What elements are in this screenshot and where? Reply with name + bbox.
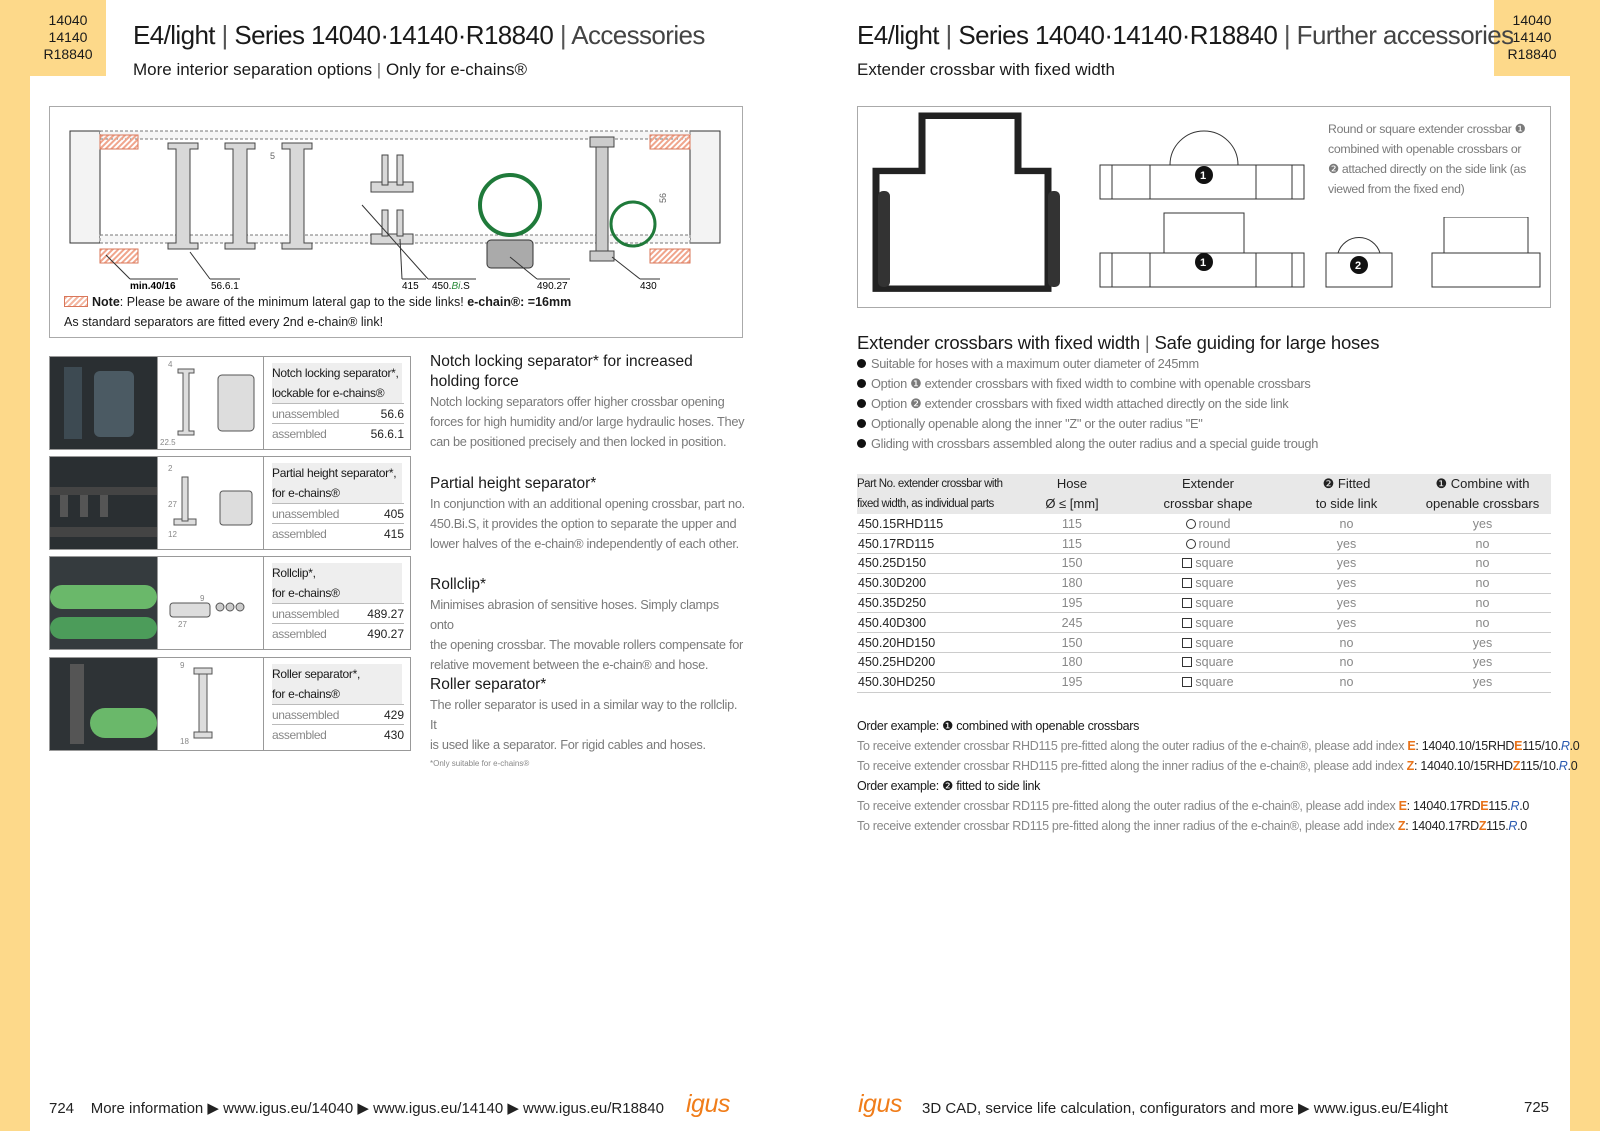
combine-cell: no <box>1414 573 1551 593</box>
product-card-roller-separator <box>49 657 411 751</box>
dim-label: 2 <box>168 464 173 473</box>
square-shape-icon <box>1182 558 1192 568</box>
description-line: is used like a separator. For rigid cables and hoses. <box>430 737 706 752</box>
description-rollclip <box>430 575 745 675</box>
part-number-cell: 450.25HD200 <box>857 653 1007 673</box>
tab-line: R18840 <box>1507 46 1557 62</box>
fitted-cell: no <box>1279 514 1414 534</box>
diagram-label: 450.Bi.S <box>432 281 470 292</box>
title-prefix: E4/light <box>857 20 939 50</box>
svg-text:1: 1 <box>1200 170 1207 182</box>
hose-diameter-cell: 180 <box>1007 573 1137 593</box>
section-title: Extender crossbars with fixed width | Safe guiding for large hoses <box>857 332 1380 353</box>
table-row <box>857 613 1551 633</box>
dim-label: 18 <box>180 737 189 746</box>
description-line: Minimises abrasion of sensitive hoses. Simply clamps onto <box>430 597 719 632</box>
description-title: Notch locking separator* for increased holding force <box>430 353 693 390</box>
tab-line: 14040 <box>48 12 88 28</box>
shape-cell: square <box>1137 613 1279 633</box>
combine-cell: no <box>1414 593 1551 613</box>
order-line: To receive extender crossbar RHD115 pre-fitted along the inner radius of the e-chain®, please add index Z: 14040.10/15RHDZ115/10.R.0 <box>857 759 1578 773</box>
footer-left <box>49 1099 664 1117</box>
round-shape-icon <box>1186 519 1196 529</box>
square-shape-icon <box>1182 677 1192 687</box>
diagram-label: 430 <box>640 281 657 292</box>
title-series: Series 14040·14140·R18840 <box>234 20 554 50</box>
round-shape-icon <box>1186 539 1196 549</box>
chain-cross-section-drawing <box>50 107 742 292</box>
title-suffix: Further accessories <box>1296 20 1514 50</box>
part-number-cell: 450.30D200 <box>857 573 1007 593</box>
square-shape-icon <box>1182 578 1192 588</box>
order-line: To receive extender crossbar RD115 pre-fitted along the inner radius of the e-chain®, please add index Z: 14040.17RDZ115.R.0 <box>857 819 1527 833</box>
page-number: 724 <box>49 1100 75 1117</box>
dim-label: 9 <box>200 594 205 603</box>
product-row: assembled 56.6.1 <box>272 423 404 443</box>
combine-cell: no <box>1414 534 1551 554</box>
description-title: Roller separator* <box>430 676 547 693</box>
description-notch-locking <box>430 352 745 452</box>
description-line: forces for high humidity and/or large hydraulic hoses. They <box>430 414 745 429</box>
square-shape-icon <box>1182 657 1192 667</box>
page-subtitle-right: Extender crossbar with fixed width <box>857 60 1115 79</box>
description-line: relative movement between the e-chain® and hose. <box>430 657 709 672</box>
subtitle-secondary: Only for e-chains® <box>385 60 527 79</box>
combine-cell: yes <box>1414 653 1551 673</box>
part-number-cell: 450.20HD150 <box>857 633 1007 653</box>
product-info <box>265 658 411 750</box>
bullet-item: Option ❶ extender crossbars with fixed width to combine with openable crossbars <box>857 374 1318 394</box>
product-drawing <box>157 557 264 649</box>
diagram-label: min.40/16 <box>130 281 176 292</box>
product-photo <box>50 357 157 449</box>
tab-line: R18840 <box>43 46 93 62</box>
feature-bullets <box>857 354 1318 454</box>
description-line: The roller separator is used in a similar way to the rollclip. It <box>430 697 738 732</box>
description-title: Rollclip* <box>430 576 486 593</box>
product-row: unassembled 489.27 <box>272 603 404 623</box>
shape-cell: round <box>1137 514 1279 534</box>
order-line: To receive extender crossbar RD115 pre-fitted along the outer radius of the e-chain®, please add index E: 14040.17RDE115.R.0 <box>857 799 1530 813</box>
page-title-left: E4/light | Series 14040·14140·R18840 | Accessories <box>133 20 705 50</box>
dim-label: 9 <box>180 661 185 670</box>
square-shape-icon <box>1182 618 1192 628</box>
product-drawing <box>157 658 264 750</box>
product-row: unassembled 405 <box>272 503 404 523</box>
shape-cell: square <box>1137 672 1279 692</box>
fitted-cell: no <box>1279 633 1414 653</box>
dim-label: 12 <box>168 530 177 539</box>
tab-line: 14040 <box>1512 12 1552 28</box>
product-card-partial-height <box>49 456 411 550</box>
diagram-label: 56.6.1 <box>211 281 239 292</box>
diagram-label: 415 <box>402 281 419 292</box>
svg-text:2: 2 <box>1355 260 1362 272</box>
hose-diameter-cell: 195 <box>1007 593 1137 613</box>
square-shape-icon <box>1182 638 1192 648</box>
bullet-item: Optionally openable along the inner "Z" or the outer radius "E" <box>857 414 1318 434</box>
hose-diameter-cell: 150 <box>1007 633 1137 653</box>
part-number-cell: 450.25D150 <box>857 554 1007 574</box>
title-prefix: E4/light <box>133 20 215 50</box>
shape-cell: square <box>1137 573 1279 593</box>
product-row: unassembled 56.6 <box>272 403 404 423</box>
product-name: Roller separator*, for e-chains® <box>272 664 402 704</box>
page-number: 725 <box>1524 1099 1550 1116</box>
table-row <box>857 593 1551 613</box>
svg-text:1: 1 <box>1200 257 1207 269</box>
part-number-cell: 450.30HD250 <box>857 672 1007 692</box>
product-photo <box>50 457 157 549</box>
shape-cell: round <box>1137 534 1279 554</box>
product-info <box>265 557 411 649</box>
page-subtitle-left: More interior separation options | Only for e-chains® <box>133 60 527 79</box>
description-line: can be positioned precisely and then locked in position. <box>430 434 727 449</box>
product-row: unassembled 429 <box>272 704 404 724</box>
product-name: Notch locking separator*, lockable for e-chains® <box>272 363 402 403</box>
part-number-cell: 450.35D250 <box>857 593 1007 613</box>
figure-caption: Round or square extender crossbar ❶ combined with openable crossbars or ❷ attached directly on the side link (as viewed from the fixed end) <box>1328 122 1526 196</box>
product-name: Partial height separator*, for e-chains® <box>272 463 402 503</box>
description-line: lower halves of the e-chain® independently of each other. <box>430 536 739 551</box>
product-row: assembled 430 <box>272 724 404 744</box>
header-cell: Extender crossbar shape <box>1137 474 1279 514</box>
diagram-label: 490.27 <box>537 281 568 292</box>
fitted-cell: yes <box>1279 554 1414 574</box>
table-row <box>857 514 1551 534</box>
combine-cell: yes <box>1414 514 1551 534</box>
footnote: *Only suitable for e-chains® <box>430 759 530 768</box>
right-margin-strip <box>1570 0 1600 1131</box>
dim-label: 27 <box>168 500 177 509</box>
combine-cell: no <box>1414 613 1551 633</box>
order-line: To receive extender crossbar RHD115 pre-fitted along the outer radius of the e-chain®, please add index E: 14040.10/15RHDE115/10.R.0 <box>857 739 1580 753</box>
shape-cell: square <box>1137 593 1279 613</box>
dim-label: 22.5 <box>160 438 176 447</box>
product-row: assembled 415 <box>272 523 404 543</box>
shape-cell: square <box>1137 653 1279 673</box>
description-partial-height <box>430 474 745 554</box>
part-number-cell: 450.15RHD115 <box>857 514 1007 534</box>
fitted-cell: no <box>1279 653 1414 673</box>
header-cell: Part No. extender crossbar with fixed width, as individual parts <box>857 474 1007 514</box>
tab-line: 14140 <box>1512 29 1552 45</box>
hose-diameter-cell: 195 <box>1007 672 1137 692</box>
order-examples <box>857 716 1579 836</box>
series-tab-left <box>30 0 106 76</box>
product-info <box>265 457 411 549</box>
combine-cell: yes <box>1414 672 1551 692</box>
hose-diameter-cell: 180 <box>1007 653 1137 673</box>
hose-diameter-cell: 115 <box>1007 534 1137 554</box>
combine-cell: yes <box>1414 633 1551 653</box>
diagram-label: 56 <box>658 192 668 203</box>
separator-diagram-box <box>49 106 743 338</box>
product-row: assembled 490.27 <box>272 623 404 643</box>
hatch-swatch-icon <box>64 296 88 307</box>
product-card-rollclip <box>49 556 411 650</box>
product-drawing <box>157 357 264 449</box>
page-title-right: E4/light | Series 14040·14140·R18840 | Further accessories <box>857 20 1514 50</box>
fitted-cell: yes <box>1279 593 1414 613</box>
order-example-title: Order example: ❶ combined with openable crossbars <box>857 719 1140 733</box>
product-name: Rollclip*, for e-chains® <box>272 563 402 603</box>
left-margin-strip <box>0 0 30 1131</box>
diagram-note: Note: Please be aware of the minimum lateral gap to the side links! e-chain®: =16mm <box>64 295 571 309</box>
header-cell: ❷ Fitted to side link <box>1279 474 1414 514</box>
description-line: 450.Bi.S, it provides the option to separate the upper and <box>430 516 737 531</box>
bullet-item: Option ❷ extender crossbars with fixed width attached directly on the side link <box>857 394 1318 414</box>
order-example-title: Order example: ❷ fitted to side link <box>857 779 1041 793</box>
shape-cell: square <box>1137 554 1279 574</box>
dim-label: 4 <box>168 360 173 369</box>
product-photo <box>50 557 157 649</box>
bullet-item: Suitable for hoses with a maximum outer diameter of 245mm <box>857 354 1318 374</box>
crossbar-drawings-2 <box>1318 217 1544 297</box>
square-shape-icon <box>1182 598 1192 608</box>
extender-crossbar-figure <box>857 106 1551 308</box>
table-row <box>857 534 1551 554</box>
igus-logo: igus <box>858 1090 902 1118</box>
table-row <box>857 554 1551 574</box>
subtitle-main: More interior separation options <box>133 60 373 79</box>
tab-line: 14140 <box>48 29 88 45</box>
table-row <box>857 633 1551 653</box>
combine-cell: no <box>1414 554 1551 574</box>
igus-logo: igus <box>686 1090 730 1118</box>
header-cell: Hose Ø ≤ [mm] <box>1007 474 1137 514</box>
bullet-item: Gliding with crossbars assembled along the outer radius and a special guide trough <box>857 434 1318 454</box>
part-number-cell: 450.40D300 <box>857 613 1007 633</box>
shape-cell: square <box>1137 633 1279 653</box>
description-line: In conjunction with an additional opening crossbar, part no. <box>430 496 745 511</box>
description-roller-separator <box>430 675 745 768</box>
hose-diameter-cell: 245 <box>1007 613 1137 633</box>
product-card-notch-locking <box>49 356 411 450</box>
hose-diameter-cell: 150 <box>1007 554 1137 574</box>
table-row <box>857 573 1551 593</box>
table-row <box>857 672 1551 692</box>
product-info <box>265 357 411 449</box>
product-drawing <box>157 457 264 549</box>
description-line: the opening crossbar. The movable rollers compensate for <box>430 637 744 652</box>
dim-label: 27 <box>178 620 187 629</box>
footer-links[interactable]: More information ▶ www.igus.eu/14040 ▶ www.igus.eu/14140 ▶ www.igus.eu/R18840 <box>90 1100 664 1117</box>
hose-diameter-cell: 115 <box>1007 514 1137 534</box>
extender-crossbar-table <box>857 474 1551 693</box>
fitted-cell: yes <box>1279 573 1414 593</box>
fitted-cell: yes <box>1279 534 1414 554</box>
table-row <box>857 653 1551 673</box>
title-suffix: Accessories <box>571 20 705 50</box>
fitted-cell: no <box>1279 672 1414 692</box>
part-number-cell: 450.17RD115 <box>857 534 1007 554</box>
header-cell: ❶ Combine with openable crossbars <box>1414 474 1551 514</box>
description-title: Partial height separator* <box>430 475 597 492</box>
diagram-note-line2: As standard separators are fitted every 2nd e-chain® link! <box>64 315 384 329</box>
diagram-label: 5 <box>270 151 276 161</box>
fitted-cell: yes <box>1279 613 1414 633</box>
footer-right-text[interactable]: 3D CAD, service life calculation, configurators and more ▶ www.igus.eu/E4light <box>922 1100 1448 1117</box>
crossbar-drawings <box>858 107 1308 307</box>
product-photo <box>50 658 157 750</box>
title-series: Series 14040·14140·R18840 <box>958 20 1278 50</box>
description-line: Notch locking separators offer higher crossbar opening <box>430 394 725 409</box>
